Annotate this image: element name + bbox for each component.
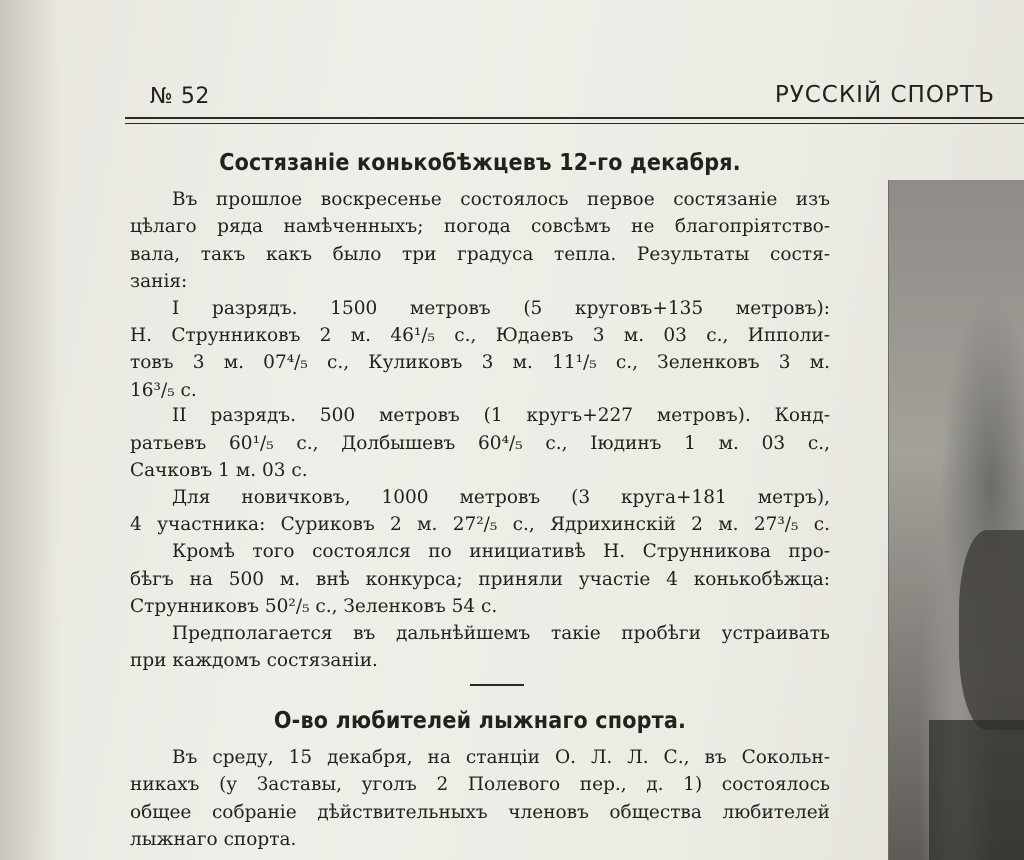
article-title-ski-society: О-во любителей лыжнаго спорта. bbox=[273, 708, 687, 734]
issue-number: № 52 bbox=[150, 84, 210, 109]
section-separator bbox=[470, 684, 524, 686]
text-line: вала, такъ какъ было три градуса тепла. Результаты состя- bbox=[130, 244, 830, 265]
text-line: Н. Струнниковъ 2 м. 46¹/₅ с., Юдаевъ 3 м. 03 с., Ипполи- bbox=[130, 325, 830, 346]
text-line: Въ среду, 15 декабря, на станцiи О. Л. Л. С., въ Сокольн- bbox=[172, 747, 830, 768]
text-line: бѣгъ на 500 м. внѣ конкурса; приняли участiе 4 конькобѣжца: bbox=[130, 569, 830, 590]
text-line: лыжнаго спорта. bbox=[130, 829, 297, 850]
text-line: Струнниковъ 50²/₅ с., Зеленковъ 54 с. bbox=[130, 596, 498, 617]
running-header bbox=[125, 82, 995, 116]
text-line: товъ 3 м. 07⁴/₅ с., Куликовъ 3 м. 11¹/₅ с., Зеленковъ 3 м. bbox=[130, 352, 830, 373]
photo-figure-dark bbox=[929, 720, 1024, 860]
text-line: Въ прошлое воскресенье состоялось первое состязанiе изъ bbox=[172, 189, 830, 210]
text-line: 16³/₅ с. bbox=[130, 380, 197, 401]
text-line: Для новичковъ, 1000 метровъ (3 круга+181 метръ), bbox=[172, 487, 830, 508]
text-line: Кромѣ того состоялся по инициативѣ Н. Струнникова про- bbox=[172, 541, 830, 562]
text-line: II разрядъ. 500 метровъ (1 кругъ+227 метровъ). Конд- bbox=[172, 405, 830, 426]
text-line: Сачковъ 1 м. 03 с. bbox=[130, 460, 308, 481]
text-line: цѣлаго ряда намѣченныхъ; погода совсѣмъ не благопрiятство- bbox=[130, 216, 830, 237]
header-rule bbox=[125, 117, 1024, 124]
photograph bbox=[888, 180, 1024, 860]
photo-figure-shadow bbox=[959, 530, 1024, 730]
text-line: ратьевъ 60¹/₅ с., Долбышевъ 60⁴/₅ с., Iюдинъ 1 м. 03 с., bbox=[130, 433, 830, 454]
text-line: при каждомъ состязанiи. bbox=[130, 650, 378, 671]
text-line: общее собранiе дѣйствительныхъ членовъ общества любителей bbox=[130, 802, 830, 823]
page-edge-shadow bbox=[0, 0, 60, 860]
article-title-skating: Состязанiе конькобѣжцевъ 12-го декабря. bbox=[219, 150, 741, 176]
text-line: I разрядъ. 1500 метровъ (5 круговъ+135 метровъ): bbox=[172, 298, 830, 319]
text-line: 4 участника: Суриковъ 2 м. 27²/₅ с., Ядрихинскiй 2 м. 27³/₅ с. bbox=[130, 514, 830, 535]
text-line: занiя: bbox=[130, 271, 188, 292]
text-line: Предполагается въ дальнѣйшемъ такiе пробѣги устраивать bbox=[172, 623, 830, 644]
journal-title: РУССКIЙ СПОРТЪ bbox=[774, 82, 995, 108]
text-line: никахъ (у Заставы, уголъ 2 Полевого пер., д. 1) состоялось bbox=[130, 774, 830, 795]
